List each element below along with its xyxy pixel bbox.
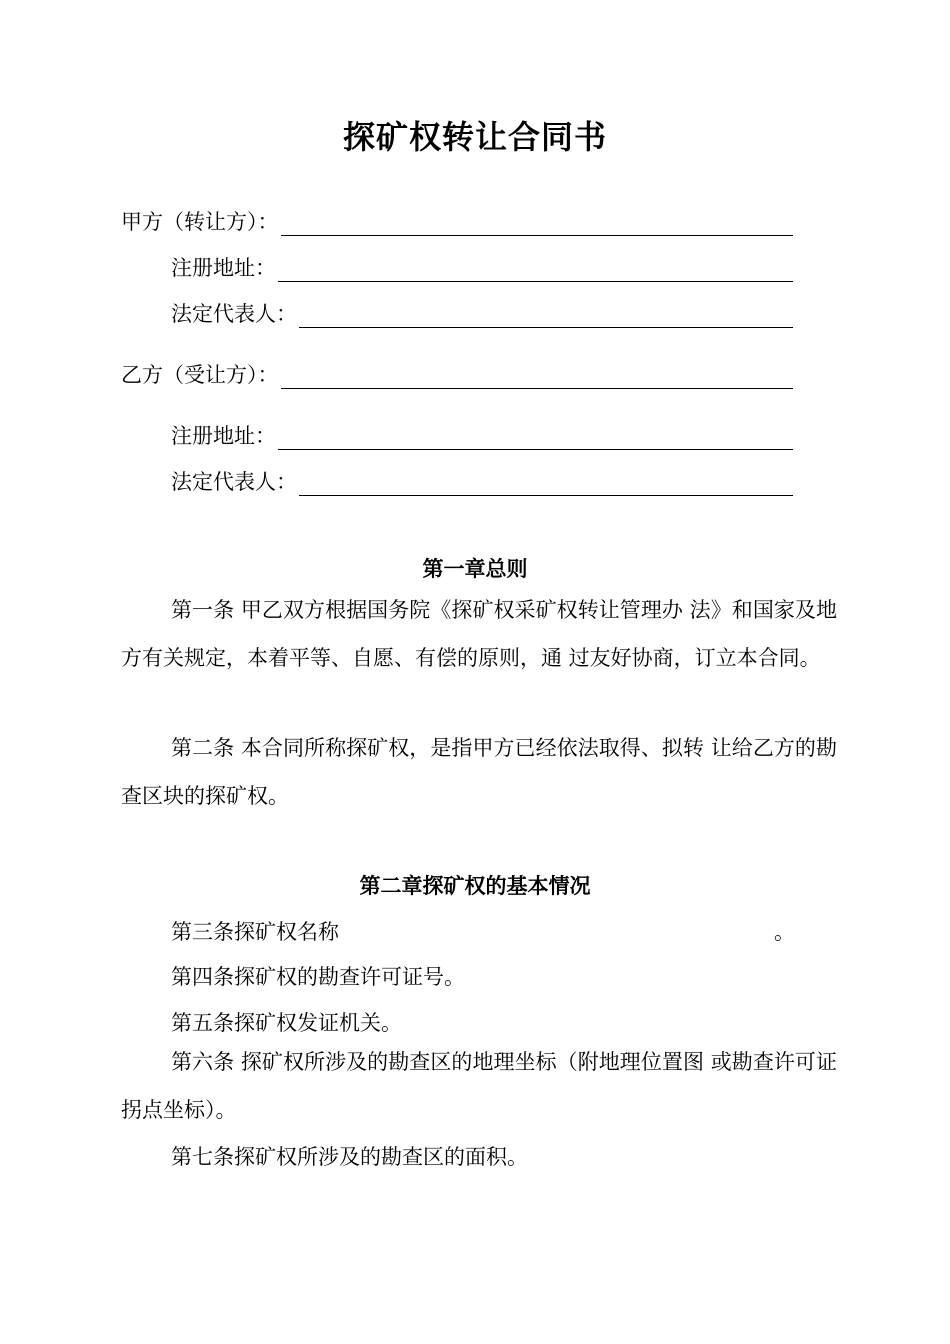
article-7: 第七条探矿权所涉及的勘查区的面积。 [171,1145,528,1169]
article-3-end: 。 [774,920,795,944]
article-5: 第五条探矿权发证机关。 [171,1011,402,1035]
party-b-rep-field[interactable] [299,471,793,496]
party-b-address-row [171,420,793,450]
article-3: 第三条探矿权名称 [171,920,339,944]
article-1: 第一条 甲乙双方根据国务院《探矿权采矿权转让管理办 法》和国家及地方有关规定，本着平等、自愿、有偿的原则，通 过友好协商，订立本合同。 [121,598,837,670]
party-b-address-field[interactable] [278,425,793,450]
party-a-rep-field[interactable] [299,303,793,328]
article-2: 第二条 本合同所称探矿权，是指甲方已经依法取得、拟转 让给乙方的勘查区块的探矿权。 [121,736,837,808]
party-a-row [121,206,793,236]
article-4: 第四条探矿权的勘查许可证号。 [171,965,465,989]
party-a-rep-row [171,298,793,328]
article-6: 第六条 探矿权所涉及的勘查区的地理坐标（附地理位置图 或勘查许可证拐点坐标）。 [121,1050,837,1122]
chapter1-heading: 第一章总则 [422,557,528,581]
document-title: 探矿权转让合同书 [342,118,607,156]
party-a-rep-label: 法定代表人： [171,302,297,326]
party-a-address-row [171,252,793,282]
party-b-address-label: 注册地址： [171,424,276,448]
party-a-label: 甲方（转让方）： [121,210,279,234]
party-a-address-label: 注册地址： [171,256,276,280]
party-b-row [121,359,793,389]
chapter2-heading: 第二章探矿权的基本情况 [359,874,591,898]
party-b-label: 乙方（受让方）： [121,363,279,387]
party-b-rep-label: 法定代表人： [171,470,297,494]
party-a-address-field[interactable] [278,257,793,282]
party-a-field[interactable] [281,211,794,236]
party-b-field[interactable] [281,364,794,389]
party-b-rep-row [171,466,793,496]
